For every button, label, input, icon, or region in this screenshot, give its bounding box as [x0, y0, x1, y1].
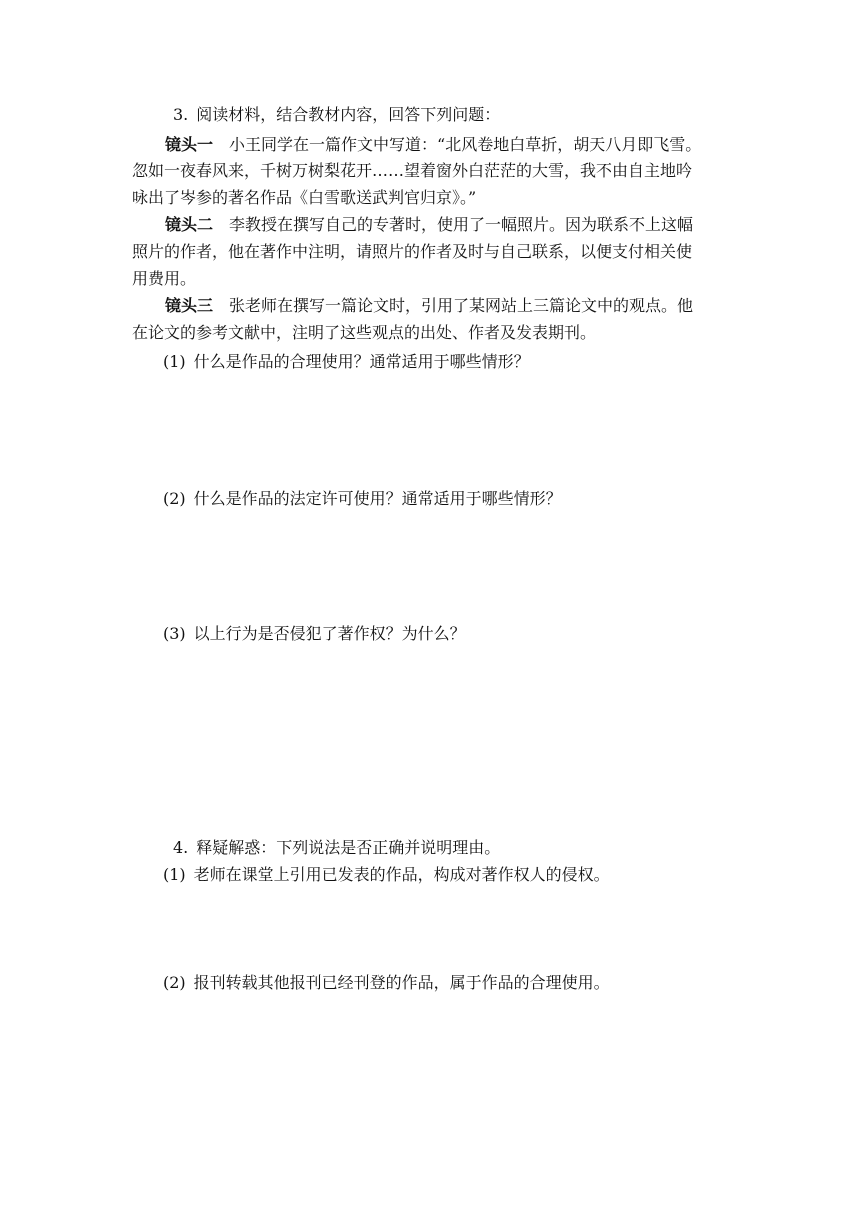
q4-sub2 [163, 973, 610, 993]
q3-sub3 [163, 624, 466, 644]
q4-prompt: 释疑解惑：下列说法是否正确并说明理由。 [196, 838, 501, 857]
scene2-text-1: 李教授在撰写自己的专著时，使用了一幅照片。因为联系不上这幅 [229, 215, 694, 234]
scene3-line2: 在论文的参考文献中，注明了这些观点的出处、作者及发表期刊。 [132, 323, 597, 342]
q4-sub1-number: (1) [163, 865, 186, 884]
scene2-line2: 照片的作者，他在著作中注明，请照片的作者及时与自己联系，以便支付相关使 [132, 242, 693, 261]
scene1-label: 镜头一 [165, 135, 214, 154]
q3-sub2-number: (2) [163, 489, 186, 508]
q4-number: 4. [173, 838, 189, 857]
q3-sub1-number: (1) [163, 352, 186, 371]
q4-sub1-text: 老师在课堂上引用已发表的作品，构成对著作权人的侵权。 [193, 865, 610, 884]
scene1-line2: 忽如一夜春风来，千树万树梨花开……望着窗外白茫茫的大雪，我不由自主地吟 [132, 161, 693, 180]
scene1-text-1: 小王同学在一篇作文中写道：“北风卷地白草折，胡天八月即飞雪。 [229, 135, 702, 154]
q4-sub2-text: 报刊转载其他报刊已经刊登的作品，属于作品的合理使用。 [193, 973, 610, 992]
scene2-label: 镜头二 [165, 215, 214, 234]
q3-sub1 [163, 352, 530, 372]
q4-sub2-number: (2) [163, 973, 186, 992]
scene3-line1 [165, 296, 693, 316]
scene2-line3: 用费用。 [132, 269, 197, 288]
q4-heading [173, 838, 500, 858]
scene3-text-1: 张老师在撰写一篇论文时，引用了某网站上三篇论文中的观点。他 [229, 296, 694, 315]
scene2-line1 [165, 215, 693, 235]
q3-prompt: 阅读材料，结合教材内容，回答下列问题： [196, 105, 501, 124]
q3-heading [173, 105, 500, 125]
scene3-label: 镜头三 [165, 296, 214, 315]
scene1-line1 [165, 135, 701, 155]
q3-sub2 [163, 489, 562, 509]
q3-sub2-text: 什么是作品的法定许可使用？通常适用于哪些情形？ [193, 489, 562, 508]
q3-number: 3. [173, 105, 189, 124]
q3-sub3-number: (3) [163, 624, 186, 643]
q4-sub1 [163, 865, 610, 885]
q3-sub3-text: 以上行为是否侵犯了著作权？为什么？ [193, 624, 466, 643]
q3-sub1-text: 什么是作品的合理使用？通常适用于哪些情形？ [193, 352, 530, 371]
scene1-line3: 咏出了岑参的著名作品《白雪歌送武判官归京》。” [132, 188, 477, 207]
